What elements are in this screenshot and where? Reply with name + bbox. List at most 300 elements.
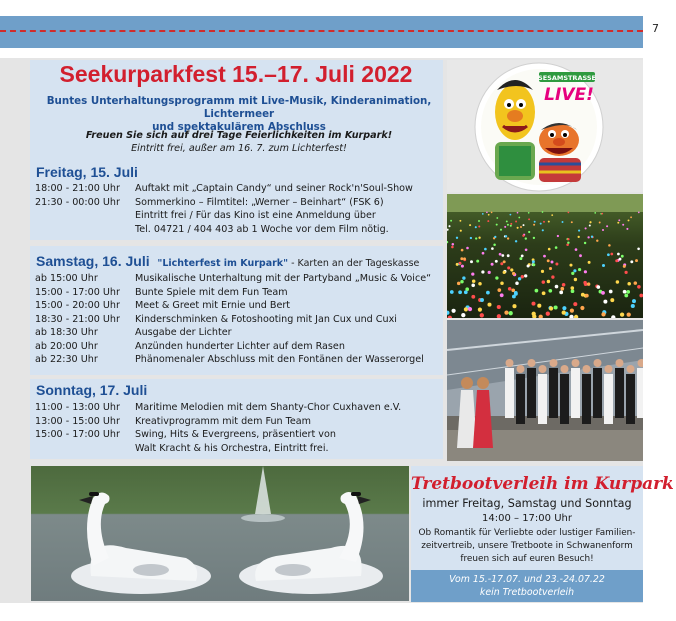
light-dot bbox=[594, 212, 596, 214]
sesame-logo-line2: LIVE! bbox=[544, 85, 594, 105]
light-dot bbox=[617, 253, 620, 256]
musician bbox=[527, 368, 536, 418]
light-dot bbox=[627, 282, 631, 286]
row-time: ab 22:30 Uhr bbox=[35, 354, 98, 365]
light-dot bbox=[591, 236, 593, 238]
light-dot bbox=[541, 270, 544, 273]
musician-head bbox=[517, 365, 525, 373]
light-dot bbox=[488, 214, 490, 216]
light-dot bbox=[630, 216, 632, 218]
light-dot bbox=[535, 289, 539, 293]
light-dot bbox=[520, 226, 522, 228]
light-dot bbox=[617, 222, 619, 224]
light-dot bbox=[527, 264, 530, 267]
saturday-schedule bbox=[35, 272, 440, 367]
light-dot bbox=[478, 308, 482, 312]
subtitle-line-2: und spektakulärem Abschluss bbox=[152, 121, 326, 133]
row-desc: Kreativprogramm mit dem Fun Team bbox=[135, 415, 312, 427]
light-dot bbox=[497, 305, 501, 309]
musician bbox=[593, 368, 602, 418]
singer-head bbox=[461, 377, 473, 389]
light-dot bbox=[507, 266, 510, 269]
light-dot bbox=[450, 220, 452, 222]
light-dot bbox=[579, 254, 582, 257]
light-dot bbox=[624, 294, 628, 298]
light-dot bbox=[621, 255, 624, 258]
light-dot bbox=[514, 291, 518, 295]
light-dot bbox=[630, 260, 633, 263]
light-dot bbox=[497, 288, 501, 292]
light-dot bbox=[620, 312, 624, 316]
light-dot bbox=[548, 289, 552, 293]
light-dot bbox=[570, 286, 574, 290]
row-desc: Meet & Greet mit Ernie und Bert bbox=[135, 300, 291, 311]
light-dot bbox=[532, 260, 535, 263]
light-dot bbox=[560, 287, 564, 291]
light-dot bbox=[587, 282, 591, 286]
light-dot bbox=[562, 306, 566, 310]
schedule-row bbox=[35, 340, 440, 354]
light-dot bbox=[608, 244, 611, 247]
light-dot bbox=[585, 294, 589, 298]
light-dot bbox=[626, 228, 628, 230]
event-intro bbox=[34, 129, 444, 155]
light-dot bbox=[632, 299, 636, 303]
light-dot bbox=[503, 260, 506, 263]
light-dot bbox=[458, 290, 462, 294]
light-dot bbox=[549, 306, 553, 310]
light-dot bbox=[534, 221, 536, 223]
light-dot bbox=[503, 271, 506, 274]
row-desc: Tel. 04721 / 404 403 ab 1 Woche vor dem Film nötig. bbox=[135, 223, 389, 235]
schedule-row bbox=[35, 209, 440, 223]
closed-line-1: Vom 15.-17.07. und 23.-24.07.22 bbox=[449, 574, 605, 585]
light-dot bbox=[542, 280, 545, 283]
schedule-row bbox=[35, 313, 440, 327]
closed-line-2: kein Tretbootverleih bbox=[479, 587, 575, 598]
light-dot bbox=[505, 235, 507, 237]
light-dot bbox=[543, 221, 545, 223]
row-time bbox=[35, 209, 135, 223]
light-dot bbox=[574, 278, 577, 281]
light-dot bbox=[578, 230, 580, 232]
light-dot bbox=[512, 295, 516, 299]
light-dot bbox=[584, 242, 586, 244]
light-dot bbox=[573, 302, 577, 306]
row-desc: Bunte Spiele mit dem Fun Team bbox=[135, 286, 288, 298]
schedule-row bbox=[35, 326, 440, 340]
light-dot bbox=[562, 221, 564, 223]
schedule-row bbox=[35, 299, 440, 313]
light-dot bbox=[487, 303, 491, 307]
light-dot bbox=[470, 260, 473, 263]
light-dot bbox=[510, 214, 512, 216]
light-dot bbox=[459, 220, 461, 222]
musician-head bbox=[594, 359, 602, 367]
light-dot bbox=[504, 310, 508, 314]
musician bbox=[560, 374, 569, 424]
lights-photo bbox=[447, 194, 643, 318]
light-dot bbox=[546, 312, 550, 316]
light-dot bbox=[478, 220, 480, 222]
light-dot bbox=[578, 268, 581, 271]
sunday-schedule bbox=[35, 401, 440, 455]
light-dot bbox=[549, 267, 552, 270]
light-dot bbox=[510, 225, 512, 227]
light-dot bbox=[493, 243, 496, 246]
light-dot bbox=[555, 246, 558, 249]
musician bbox=[571, 368, 580, 418]
light-dot bbox=[475, 226, 477, 228]
light-dot bbox=[495, 260, 498, 263]
light-dot bbox=[478, 282, 482, 286]
light-dot bbox=[457, 282, 461, 286]
light-dot bbox=[461, 249, 464, 252]
light-dot bbox=[585, 227, 587, 229]
light-dot bbox=[460, 280, 463, 283]
light-dot bbox=[517, 227, 519, 229]
light-dot bbox=[461, 313, 465, 317]
light-dot bbox=[521, 255, 524, 258]
light-dot bbox=[619, 258, 622, 261]
light-dot bbox=[638, 212, 640, 214]
musician-head bbox=[561, 365, 569, 373]
light-dot bbox=[460, 257, 463, 260]
light-dot bbox=[448, 225, 450, 227]
sunday-heading: Sonntag, 17. Juli bbox=[36, 382, 148, 398]
light-dot bbox=[603, 300, 607, 304]
light-dot bbox=[484, 248, 487, 251]
header-bar bbox=[0, 16, 643, 48]
light-dot bbox=[525, 237, 527, 239]
light-dot bbox=[519, 257, 522, 260]
light-dot bbox=[491, 247, 494, 250]
light-dot bbox=[528, 212, 530, 214]
schedule-row bbox=[35, 442, 440, 456]
light-dot bbox=[615, 259, 618, 262]
light-dot bbox=[562, 283, 566, 287]
light-dot bbox=[597, 285, 601, 289]
light-dot bbox=[637, 247, 640, 250]
light-dot bbox=[496, 217, 498, 219]
saturday-heading bbox=[36, 253, 419, 269]
light-dot bbox=[567, 241, 569, 243]
light-dot bbox=[557, 235, 559, 237]
light-dot bbox=[628, 219, 630, 221]
musician-head bbox=[539, 365, 547, 373]
light-dot bbox=[475, 237, 477, 239]
light-dot bbox=[588, 261, 591, 264]
orchestra-photo bbox=[447, 320, 643, 461]
boat-rental-title: Tretbootverleih im Kurpark bbox=[411, 474, 674, 494]
light-dot bbox=[450, 290, 454, 294]
light-dot bbox=[607, 253, 610, 256]
light-dot bbox=[480, 298, 484, 302]
light-dot bbox=[578, 236, 580, 238]
row-time: ab 20:00 Uhr bbox=[35, 340, 98, 352]
light-dot bbox=[486, 291, 490, 295]
light-dot bbox=[532, 312, 536, 316]
light-dot bbox=[491, 263, 494, 266]
light-dot bbox=[634, 281, 638, 285]
light-dot bbox=[496, 224, 498, 226]
musician-head bbox=[627, 365, 635, 373]
light-dot bbox=[510, 223, 512, 225]
musician-head bbox=[616, 359, 624, 367]
light-dot bbox=[567, 238, 569, 240]
schedule-row bbox=[35, 182, 440, 196]
light-dot bbox=[532, 263, 535, 266]
musician-head bbox=[528, 359, 536, 367]
light-dot bbox=[584, 270, 587, 273]
light-dot bbox=[508, 287, 512, 291]
row-desc: Eintritt frei / Für das Kino ist eine Anmeldung über bbox=[135, 210, 376, 221]
light-dot bbox=[522, 235, 524, 237]
light-dot bbox=[602, 264, 605, 267]
musician bbox=[516, 374, 525, 424]
light-dot bbox=[551, 275, 554, 278]
light-dot bbox=[635, 259, 638, 262]
light-dot bbox=[512, 304, 516, 308]
boat-text-line-2: zeitvertreib, unsere Tretboote in Schwanenform bbox=[421, 541, 633, 551]
friday-schedule bbox=[35, 182, 440, 236]
boat-rental-days: immer Freitag, Samstag und Sonntag bbox=[422, 497, 632, 510]
light-dot bbox=[542, 211, 544, 213]
musician bbox=[637, 368, 643, 418]
row-desc: Phänomenaler Abschluss mit den Fontänen der Wasserorgel bbox=[135, 354, 424, 365]
schedule-row bbox=[35, 401, 440, 415]
light-dot bbox=[500, 262, 503, 265]
row-time: 21:30 - 00:00 Uhr bbox=[35, 196, 120, 208]
event-title: Seekurparkfest 15.–17. Juli 2022 bbox=[59, 61, 413, 87]
light-dot bbox=[451, 246, 454, 249]
light-dot bbox=[623, 265, 626, 268]
musician-head bbox=[605, 365, 613, 373]
row-time: 15:00 - 20:00 Uhr bbox=[35, 300, 120, 311]
light-dot bbox=[466, 247, 469, 250]
light-dot bbox=[452, 243, 455, 246]
friday-heading: Freitag, 15. Juli bbox=[36, 164, 138, 180]
schedule-row bbox=[35, 428, 440, 442]
light-dot bbox=[486, 211, 488, 213]
row-desc: Kinderschminken & Fotoshooting mit Jan Cux und Cuxi bbox=[135, 313, 397, 325]
light-dot bbox=[471, 284, 475, 288]
light-dot bbox=[482, 252, 485, 255]
light-dot bbox=[499, 253, 502, 256]
light-dot bbox=[481, 270, 484, 273]
light-dot bbox=[626, 290, 630, 294]
light-dot bbox=[575, 248, 578, 251]
light-dot bbox=[599, 222, 601, 224]
light-dot bbox=[501, 254, 504, 257]
light-dot bbox=[610, 253, 613, 256]
intro-line-1: Freuen Sie sich auf drei Tage Feierlichkeiten im Kurpark! bbox=[85, 130, 393, 141]
light-dot bbox=[609, 290, 613, 294]
boat-text-line-1: Ob Romantik für Verliebte oder lustiger Familien- bbox=[418, 528, 636, 538]
light-dot bbox=[571, 272, 574, 275]
light-dot bbox=[507, 224, 509, 226]
light-dot bbox=[512, 272, 515, 275]
light-dot bbox=[523, 224, 525, 226]
light-dot bbox=[500, 293, 504, 297]
light-dot bbox=[548, 248, 551, 251]
light-dot bbox=[601, 312, 605, 316]
light-dot bbox=[494, 236, 496, 238]
light-dot bbox=[495, 276, 498, 279]
sesame-street-photo bbox=[447, 60, 643, 192]
musician bbox=[615, 368, 624, 418]
musician bbox=[538, 374, 547, 424]
light-dot bbox=[559, 291, 563, 295]
light-dot bbox=[622, 224, 624, 226]
musician bbox=[604, 374, 613, 424]
page-number: 7 bbox=[652, 22, 659, 35]
light-dot bbox=[507, 254, 510, 257]
light-dot bbox=[468, 307, 472, 311]
musician-head bbox=[550, 359, 558, 367]
schedule-row bbox=[35, 272, 440, 286]
light-dot bbox=[570, 309, 574, 313]
light-dot bbox=[533, 224, 535, 226]
light-dot bbox=[506, 220, 508, 222]
schedule-row bbox=[35, 415, 440, 429]
light-dot bbox=[470, 237, 472, 239]
light-dot bbox=[482, 213, 484, 215]
light-dot bbox=[478, 237, 480, 239]
light-dot bbox=[528, 218, 530, 220]
schedule-row bbox=[35, 353, 440, 367]
light-dot bbox=[451, 309, 455, 313]
row-time: ab 18:30 Uhr bbox=[35, 327, 98, 338]
light-dot bbox=[461, 265, 464, 268]
row-desc: Anzünden hunderter Lichter auf dem Rasen bbox=[135, 340, 345, 352]
swan-boats-photo bbox=[31, 466, 409, 601]
light-dot bbox=[596, 240, 598, 242]
row-time: 18:30 - 21:00 Uhr bbox=[35, 313, 120, 325]
light-dot bbox=[521, 275, 524, 278]
subtitle-line-1: Buntes Unterhaltungsprogramm mit Live-Musik, Kinderanimation, Lichtermeer bbox=[46, 95, 432, 120]
light-dot bbox=[524, 274, 527, 277]
light-dot bbox=[515, 281, 519, 285]
light-dot bbox=[589, 224, 591, 226]
light-dot bbox=[518, 217, 520, 219]
light-dot bbox=[583, 281, 586, 284]
light-dot bbox=[601, 213, 603, 215]
light-dot bbox=[515, 221, 517, 223]
light-dot bbox=[543, 255, 546, 258]
schedule-row bbox=[35, 286, 440, 300]
light-dot bbox=[478, 225, 480, 227]
light-dot bbox=[542, 291, 546, 295]
light-dot bbox=[589, 221, 591, 223]
light-dot bbox=[517, 212, 519, 214]
light-dot bbox=[602, 229, 604, 231]
light-dot bbox=[623, 290, 627, 294]
light-dot bbox=[537, 304, 541, 308]
light-dot bbox=[616, 280, 619, 283]
light-dot bbox=[548, 221, 550, 223]
light-dot bbox=[500, 281, 504, 285]
light-dot bbox=[571, 221, 573, 223]
light-dot bbox=[476, 260, 479, 263]
row-time bbox=[35, 223, 135, 237]
light-dot bbox=[510, 268, 513, 271]
light-dot bbox=[568, 212, 570, 214]
light-dot bbox=[569, 264, 572, 267]
light-dot bbox=[528, 231, 530, 233]
light-dot bbox=[547, 259, 550, 262]
light-dot bbox=[456, 237, 458, 239]
light-dot bbox=[555, 285, 559, 289]
musician bbox=[505, 368, 514, 418]
light-dot bbox=[463, 257, 466, 260]
light-dot bbox=[571, 289, 575, 293]
musician-head bbox=[506, 359, 514, 367]
light-dot bbox=[624, 271, 627, 274]
light-dot bbox=[631, 304, 635, 308]
light-dot bbox=[580, 306, 584, 310]
row-desc: Sommerkino – Filmtitel: „Werner – Beinhart“ (FSK 6) bbox=[135, 196, 384, 208]
light-dot bbox=[515, 240, 517, 242]
intro-line-2: Eintritt frei, außer am 16. 7. zum Lichterfest! bbox=[131, 143, 347, 154]
row-desc: Maritime Melodien mit dem Shanty-Chor Cuxhaven e.V. bbox=[135, 402, 402, 413]
schedule-row bbox=[35, 223, 440, 237]
saturday-heading-note: "Lichterfest im Kurpark" bbox=[157, 258, 289, 269]
light-dot bbox=[500, 229, 502, 231]
light-dot bbox=[555, 263, 558, 266]
light-dot bbox=[459, 262, 462, 265]
light-dot bbox=[610, 298, 614, 302]
light-dot bbox=[542, 229, 544, 231]
row-time: 15:00 - 17:00 Uhr bbox=[35, 429, 120, 440]
light-dot bbox=[487, 220, 489, 222]
light-dot bbox=[618, 219, 620, 221]
light-dot bbox=[504, 226, 506, 228]
saturday-heading-note-2: - Karten an der Tageskasse bbox=[288, 258, 420, 269]
light-dot bbox=[507, 237, 509, 239]
musician bbox=[582, 374, 591, 424]
row-time bbox=[35, 442, 135, 456]
light-dot bbox=[627, 312, 631, 316]
header-dash-line bbox=[0, 30, 643, 32]
light-dot bbox=[460, 230, 462, 232]
light-dot bbox=[509, 311, 513, 315]
row-desc: Ausgabe der Lichter bbox=[135, 327, 232, 338]
light-dot bbox=[462, 276, 465, 279]
row-desc: Auftakt mit „Captain Candy“ und seiner Rock'n'Soul-Show bbox=[135, 183, 413, 194]
light-dot bbox=[551, 261, 554, 264]
light-dot bbox=[488, 271, 491, 274]
light-dot bbox=[471, 295, 475, 299]
light-dot bbox=[464, 290, 468, 294]
schedule-row bbox=[35, 196, 440, 210]
light-dot bbox=[540, 223, 542, 225]
light-dot bbox=[581, 293, 585, 297]
light-dot bbox=[562, 310, 566, 314]
row-desc: Swing, Hits & Evergreens, präsentiert von bbox=[135, 429, 336, 440]
boat-text-line-3: freuen sich auf euren Besuch! bbox=[460, 554, 594, 564]
musician bbox=[626, 374, 635, 424]
row-time: 13:00 - 15:00 Uhr bbox=[35, 415, 120, 427]
light-dot bbox=[573, 269, 576, 272]
row-time: ab 15:00 Uhr bbox=[35, 273, 98, 284]
boat-rental-closed-note bbox=[411, 570, 643, 602]
light-dot bbox=[547, 280, 550, 283]
boat-rental-hours: 14:00 – 17:00 Uhr bbox=[482, 513, 572, 524]
light-dot bbox=[525, 248, 528, 251]
sesame-logo-line1: SESAMSTRASSE bbox=[538, 74, 596, 82]
row-desc: Musikalische Unterhaltung mit der Partyband „Music & Voice“ bbox=[135, 273, 432, 284]
